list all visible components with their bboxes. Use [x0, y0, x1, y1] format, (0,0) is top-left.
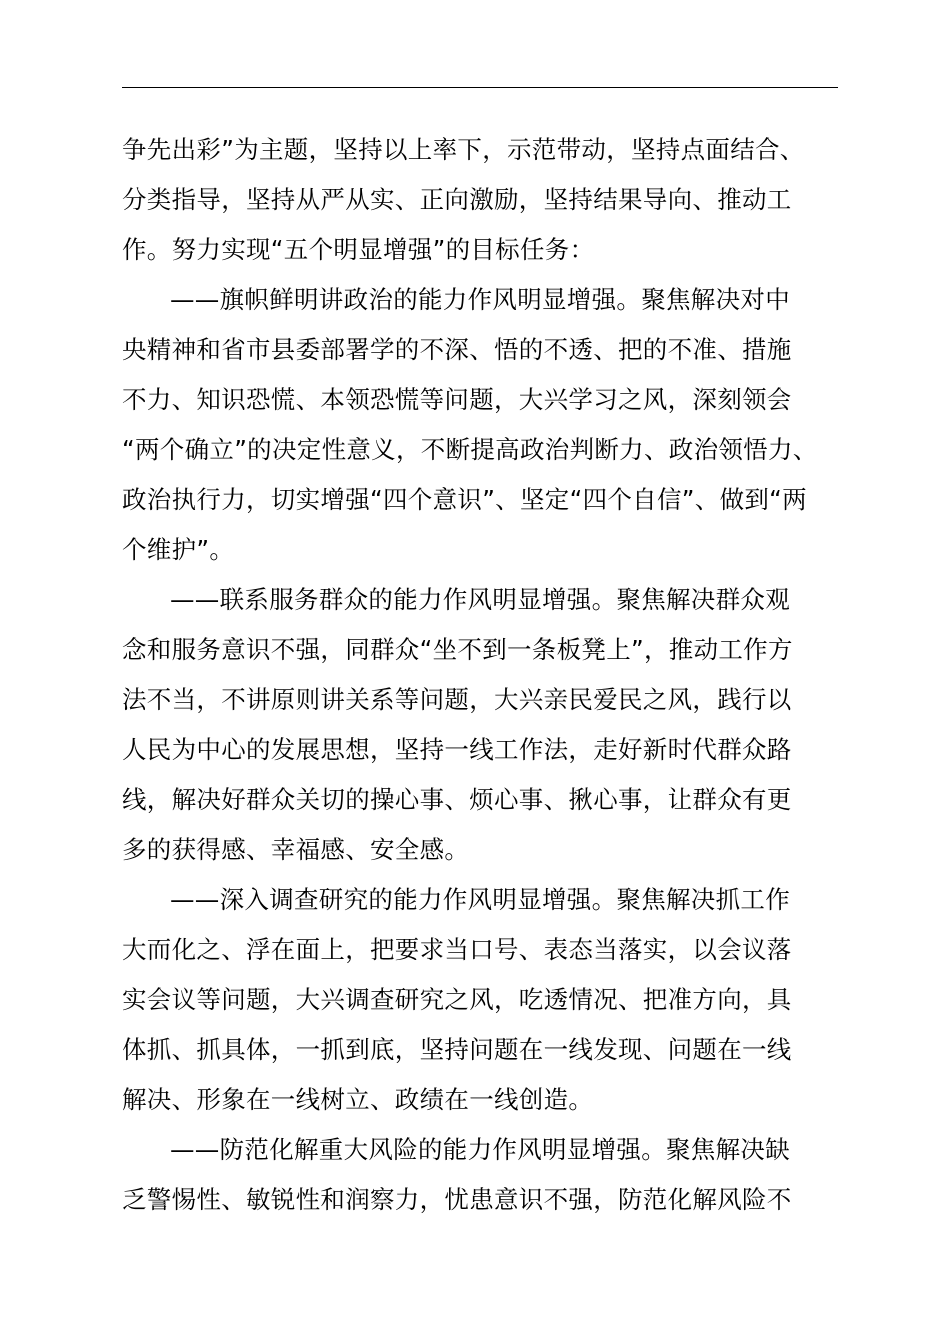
text-line: 争先出彩”为主题，坚持以上率下，示范带动，坚持点面结合、	[122, 135, 805, 164]
text-line: 人民为中心的发展思想，坚持一线工作法，走好新时代群众路	[122, 735, 792, 764]
text-line: 线，解决好群众关切的操心事、烦心事、揪心事，让群众有更	[122, 785, 792, 814]
text-line: 解决、形象在一线树立、政绩在一线创造。	[122, 1085, 594, 1114]
text-line: 央精神和省市县委部署学的不深、悟的不透、把的不准、措施	[122, 335, 792, 364]
text-line: 分类指导，坚持从严从实、正向激励，坚持结果导向、推动工	[122, 185, 792, 214]
text-line: “两个确立”的决定性意义，不断提高政治判断力、政治领悟力、	[122, 435, 818, 464]
text-line: 法不当，不讲原则讲关系等问题，大兴亲民爱民之风，践行以	[122, 685, 792, 714]
text-line: 政治执行力，切实增强“四个意识”、坚定“四个自信”、做到“两	[122, 485, 807, 514]
paragraph-start-line: ——防范化解重大风险的能力作风明显增强。聚焦解决缺	[170, 1135, 790, 1164]
paragraph-start-line: ——联系服务群众的能力作风明显增强。聚焦解决群众观	[170, 585, 790, 614]
paragraph-start-line: ——深入调查研究的能力作风明显增强。聚焦解决抓工作	[170, 885, 790, 914]
text-line: 个维护”。	[122, 535, 235, 564]
text-line: 作。努力实现“五个明显增强”的目标任务：	[122, 235, 595, 264]
document-body	[122, 125, 852, 1225]
text-line: 不力、知识恐慌、本领恐慌等问题，大兴学习之风，深刻领会	[122, 385, 792, 414]
text-line: 大而化之、浮在面上，把要求当口号、表态当落实，以会议落	[122, 935, 792, 964]
header-rule	[122, 87, 838, 88]
paragraph-start-line: ——旗帜鲜明讲政治的能力作风明显增强。聚焦解决对中	[170, 285, 790, 314]
text-line: 念和服务意识不强，同群众“坐不到一条板凳上”，推动工作方	[122, 635, 793, 664]
text-line: 乏警惕性、敏锐性和润察力，忧患意识不强，防范化解风险不	[122, 1185, 792, 1214]
text-line: 实会议等问题，大兴调查研究之风，吃透情况、把准方向，具	[122, 985, 792, 1014]
text-line: 多的获得感、幸福感、安全感。	[122, 835, 470, 864]
text-line: 体抓、抓具体，一抓到底，坚持问题在一线发现、问题在一线	[122, 1035, 792, 1064]
